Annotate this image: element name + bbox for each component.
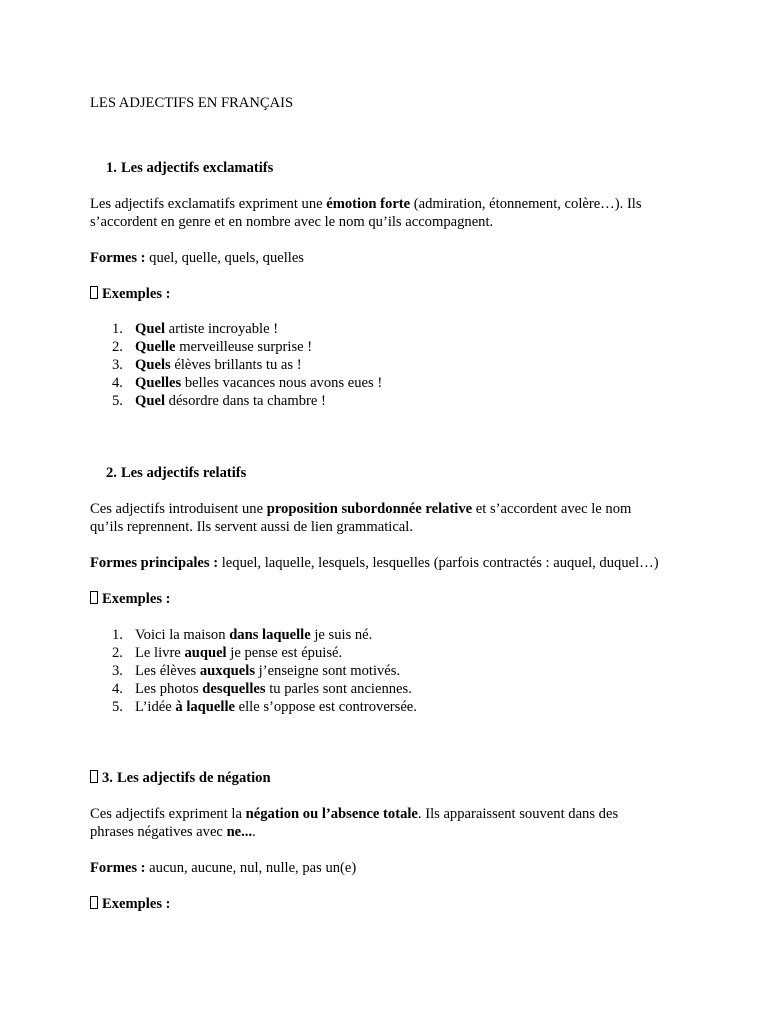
section-1-number: 1. [106, 160, 117, 176]
example-number: 5. [112, 393, 123, 409]
example-item [90, 320, 382, 338]
example-text: L’idée [135, 699, 176, 715]
section-3-heading [90, 769, 271, 787]
forms-text: lequel, laquelle, lesquels, lesquelles (parfois contractés : auquel, duquel…) [218, 555, 659, 571]
example-text: Les élèves [135, 663, 200, 679]
example-number: 5. [112, 699, 123, 715]
section-2-heading [106, 464, 246, 482]
example-text: tu parles sont anciennes. [265, 681, 412, 697]
example-emphasis: Quelle [135, 339, 176, 355]
section-1-examples-heading [90, 285, 171, 303]
section-2-forms [90, 554, 680, 572]
example-text: je suis né. [310, 627, 373, 643]
example-number: 3. [112, 663, 123, 679]
example-item [90, 374, 382, 392]
forms-label: Formes principales : [90, 555, 219, 571]
example-emphasis: dans laquelle [229, 627, 311, 643]
intro-text: Ces adjectifs introduisent une [90, 501, 267, 517]
example-emphasis: Quel [135, 321, 165, 337]
section-3-number: 3. [102, 770, 113, 786]
missing-glyph-icon [90, 286, 98, 299]
example-item [90, 644, 417, 662]
missing-glyph-icon [90, 896, 98, 909]
section-2-intro-line-1 [90, 500, 680, 518]
section-3-intro [90, 805, 680, 841]
forms-text: quel, quelle, quels, quelles [145, 250, 304, 266]
section-1-examples-list [90, 320, 382, 410]
forms-text: aucun, aucune, nul, nulle, pas un(e) [145, 860, 357, 876]
section-1-title: Les adjectifs exclamatifs [120, 160, 274, 176]
example-emphasis: desquelles [202, 681, 266, 697]
section-3-examples-heading [90, 895, 171, 913]
example-emphasis: Quel [135, 393, 165, 409]
example-text: Les photos [135, 681, 203, 697]
example-text: Voici la maison [135, 627, 230, 643]
example-emphasis: Quelles [135, 375, 182, 391]
examples-label: Exemples : [102, 591, 171, 607]
example-number: 4. [112, 375, 123, 391]
example-number: 2. [112, 339, 123, 355]
intro-text: . Ils apparaissent souvent dans des [417, 806, 619, 822]
section-3-forms [90, 859, 680, 877]
section-2-examples-heading [90, 590, 171, 608]
section-3-intro-line-2 [90, 823, 680, 841]
intro-text: . [252, 824, 256, 840]
missing-glyph-icon [90, 770, 98, 783]
section-3-title: Les adjectifs de négation [116, 770, 271, 786]
intro-emphasis: émotion forte [326, 196, 411, 212]
example-text: je pense est épuisé. [226, 645, 343, 661]
example-number: 2. [112, 645, 123, 661]
section-1-intro [90, 195, 680, 231]
intro-text: Les adjectifs exclamatifs expriment une [90, 196, 327, 212]
example-item [90, 356, 382, 374]
example-text: désordre dans ta chambre ! [165, 393, 326, 409]
example-item [90, 392, 382, 410]
section-1-forms [90, 249, 680, 267]
example-number: 1. [112, 321, 123, 337]
intro-text: et s’accordent avec le nom [472, 501, 632, 517]
section-2-title: Les adjectifs relatifs [120, 465, 247, 481]
intro-emphasis: ne... [226, 824, 253, 840]
examples-label: Exemples : [102, 286, 171, 302]
intro-text: Ces adjectifs expriment la [90, 806, 246, 822]
example-emphasis: à laquelle [175, 699, 235, 715]
example-text: merveilleuse surprise ! [175, 339, 313, 355]
example-text: elle s’oppose est controversée. [234, 699, 417, 715]
intro-text: (admiration, étonnement, colère…). Ils [410, 196, 642, 212]
examples-label: Exemples : [102, 896, 171, 912]
section-1-intro-line-1 [90, 195, 680, 213]
example-number: 1. [112, 627, 123, 643]
example-item [90, 662, 417, 680]
missing-glyph-icon [90, 591, 98, 604]
forms-label: Formes : [90, 860, 146, 876]
example-item [90, 680, 417, 698]
forms-label: Formes : [90, 250, 146, 266]
example-text: Le livre [135, 645, 185, 661]
section-2-intro [90, 500, 680, 536]
example-item [90, 338, 382, 356]
section-1-intro-line-2: s’accordent en genre et en nombre avec le nom qu’ils accompagnent. [90, 214, 494, 230]
section-3-intro-line-1 [90, 805, 680, 823]
example-text: j’enseigne sont motivés. [255, 663, 401, 679]
intro-text: phrases négatives avec [90, 824, 227, 840]
example-text: belles vacances nous avons eues ! [181, 375, 383, 391]
example-text: élèves brillants tu as ! [170, 357, 302, 373]
example-number: 3. [112, 357, 123, 373]
section-2-intro-line-2: qu’ils reprennent. Ils servent aussi de lien grammatical. [90, 519, 413, 535]
example-emphasis: auquel [184, 645, 227, 661]
intro-emphasis: négation ou l’absence totale [245, 806, 418, 822]
example-item [90, 698, 417, 716]
example-emphasis: auxquels [199, 663, 255, 679]
document-title: LES ADJECTIFS EN FRANÇAIS [90, 95, 294, 111]
example-item [90, 626, 417, 644]
section-1-heading [106, 159, 273, 177]
example-emphasis: Quels [135, 357, 171, 373]
intro-emphasis: proposition subordonnée relative [266, 501, 473, 517]
section-2-examples-list [90, 626, 417, 716]
section-2-number: 2. [106, 465, 117, 481]
example-number: 4. [112, 681, 123, 697]
example-text: artiste incroyable ! [165, 321, 279, 337]
